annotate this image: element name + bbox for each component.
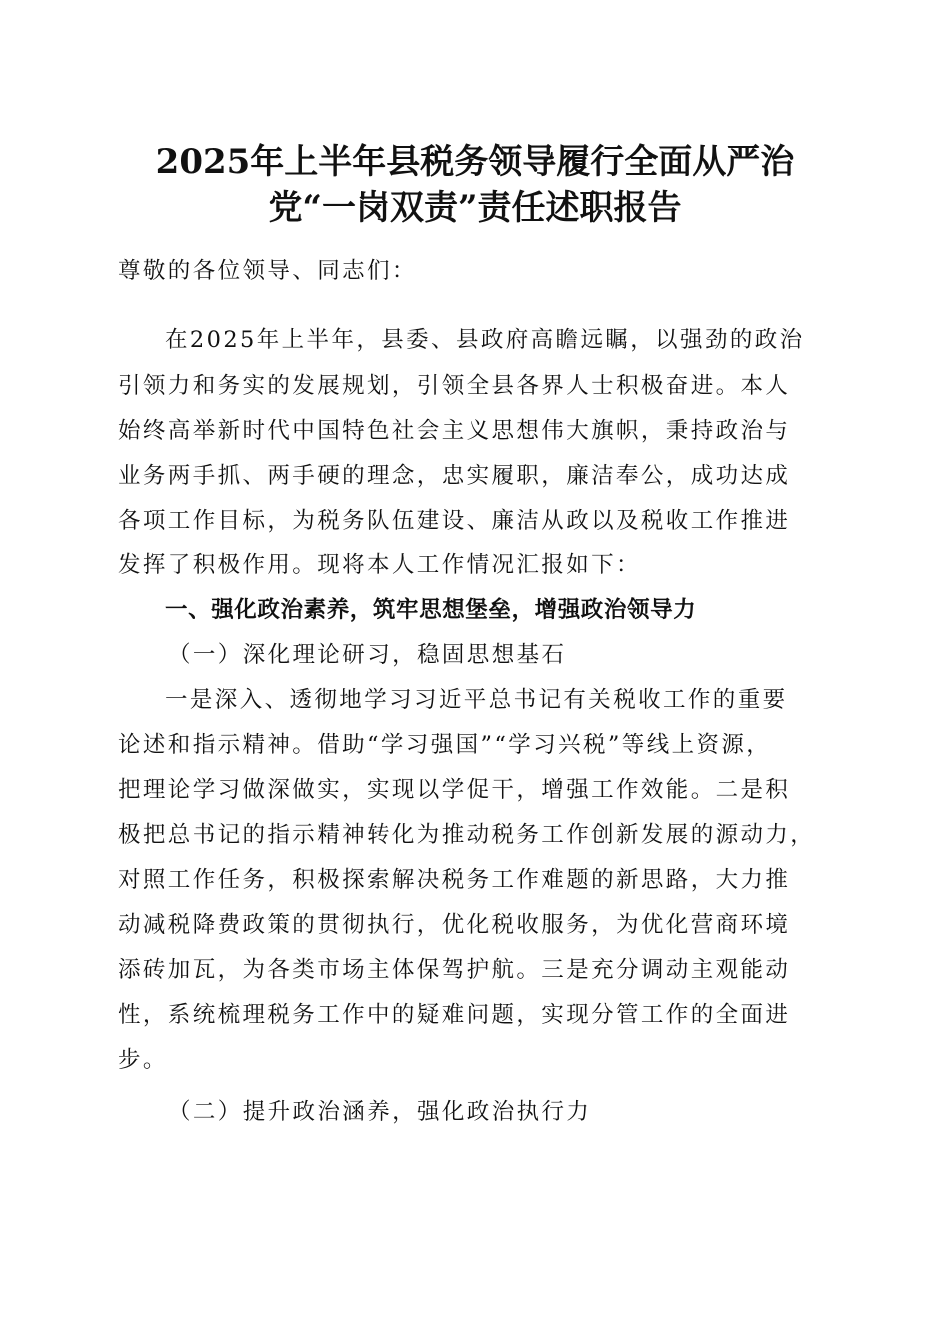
subsection-heading-1: （一）深化理论研习，稳固思想基石 [168, 642, 567, 668]
body-line: 论述和指示精神。借助“学习强国”“学习兴税”等线上资源， [118, 732, 772, 758]
subsection-heading-2: （二）提升政治涵养，强化政治执行力 [168, 1099, 592, 1125]
body-line: 极把总书记的指示精神转化为推动税务工作创新发展的源动力， [118, 822, 816, 848]
body-line: 动减税降费政策的贯彻执行，优化税收服务，为优化营商环境 [118, 912, 791, 938]
body-line: 添砖加瓦，为各类市场主体保驾护航。三是充分调动主观能动 [118, 957, 791, 983]
intro-line: 引领力和务实的发展规划，引领全县各界人士积极奋进。本人 [118, 373, 791, 399]
body-line: 性，系统梳理税务工作中的疑难问题，实现分管工作的全面进 [118, 1002, 791, 1028]
section-heading-1: 一、强化政治素养，筑牢思想堡垒，增强政治领导力 [165, 597, 697, 623]
intro-line: 业务两手抓、两手硬的理念，忠实履职，廉洁奉公，成功达成 [118, 463, 791, 489]
body-line: 一是深入、透彻地学习习近平总书记有关税收工作的重要 [165, 687, 788, 713]
body-line: 对照工作任务，积极探索解决税务工作难题的新思路，大力推 [118, 867, 791, 893]
intro-line: 发挥了积极作用。现将本人工作情况汇报如下： [118, 552, 641, 578]
report-title-line-1: 2025年上半年县税务领导履行全面从严治 [155, 142, 795, 182]
intro-line: 始终高举新时代中国特色社会主义思想伟大旗帜，秉持政治与 [118, 418, 791, 444]
body-line: 步。 [118, 1047, 168, 1073]
greeting: 尊敬的各位领导、同志们： [118, 258, 417, 284]
body-line: 把理论学习做深做实，实现以学促干，增强工作效能。二是积 [118, 777, 791, 803]
intro-line: 各项工作目标，为税务队伍建设、廉洁从政以及税收工作推进 [118, 508, 791, 534]
report-title-line-2: 党“一岗双责”责任述职报告 [268, 188, 682, 228]
intro-line: 在2025年上半年，县委、县政府高瞻远瞩，以强劲的政治 [165, 327, 805, 353]
